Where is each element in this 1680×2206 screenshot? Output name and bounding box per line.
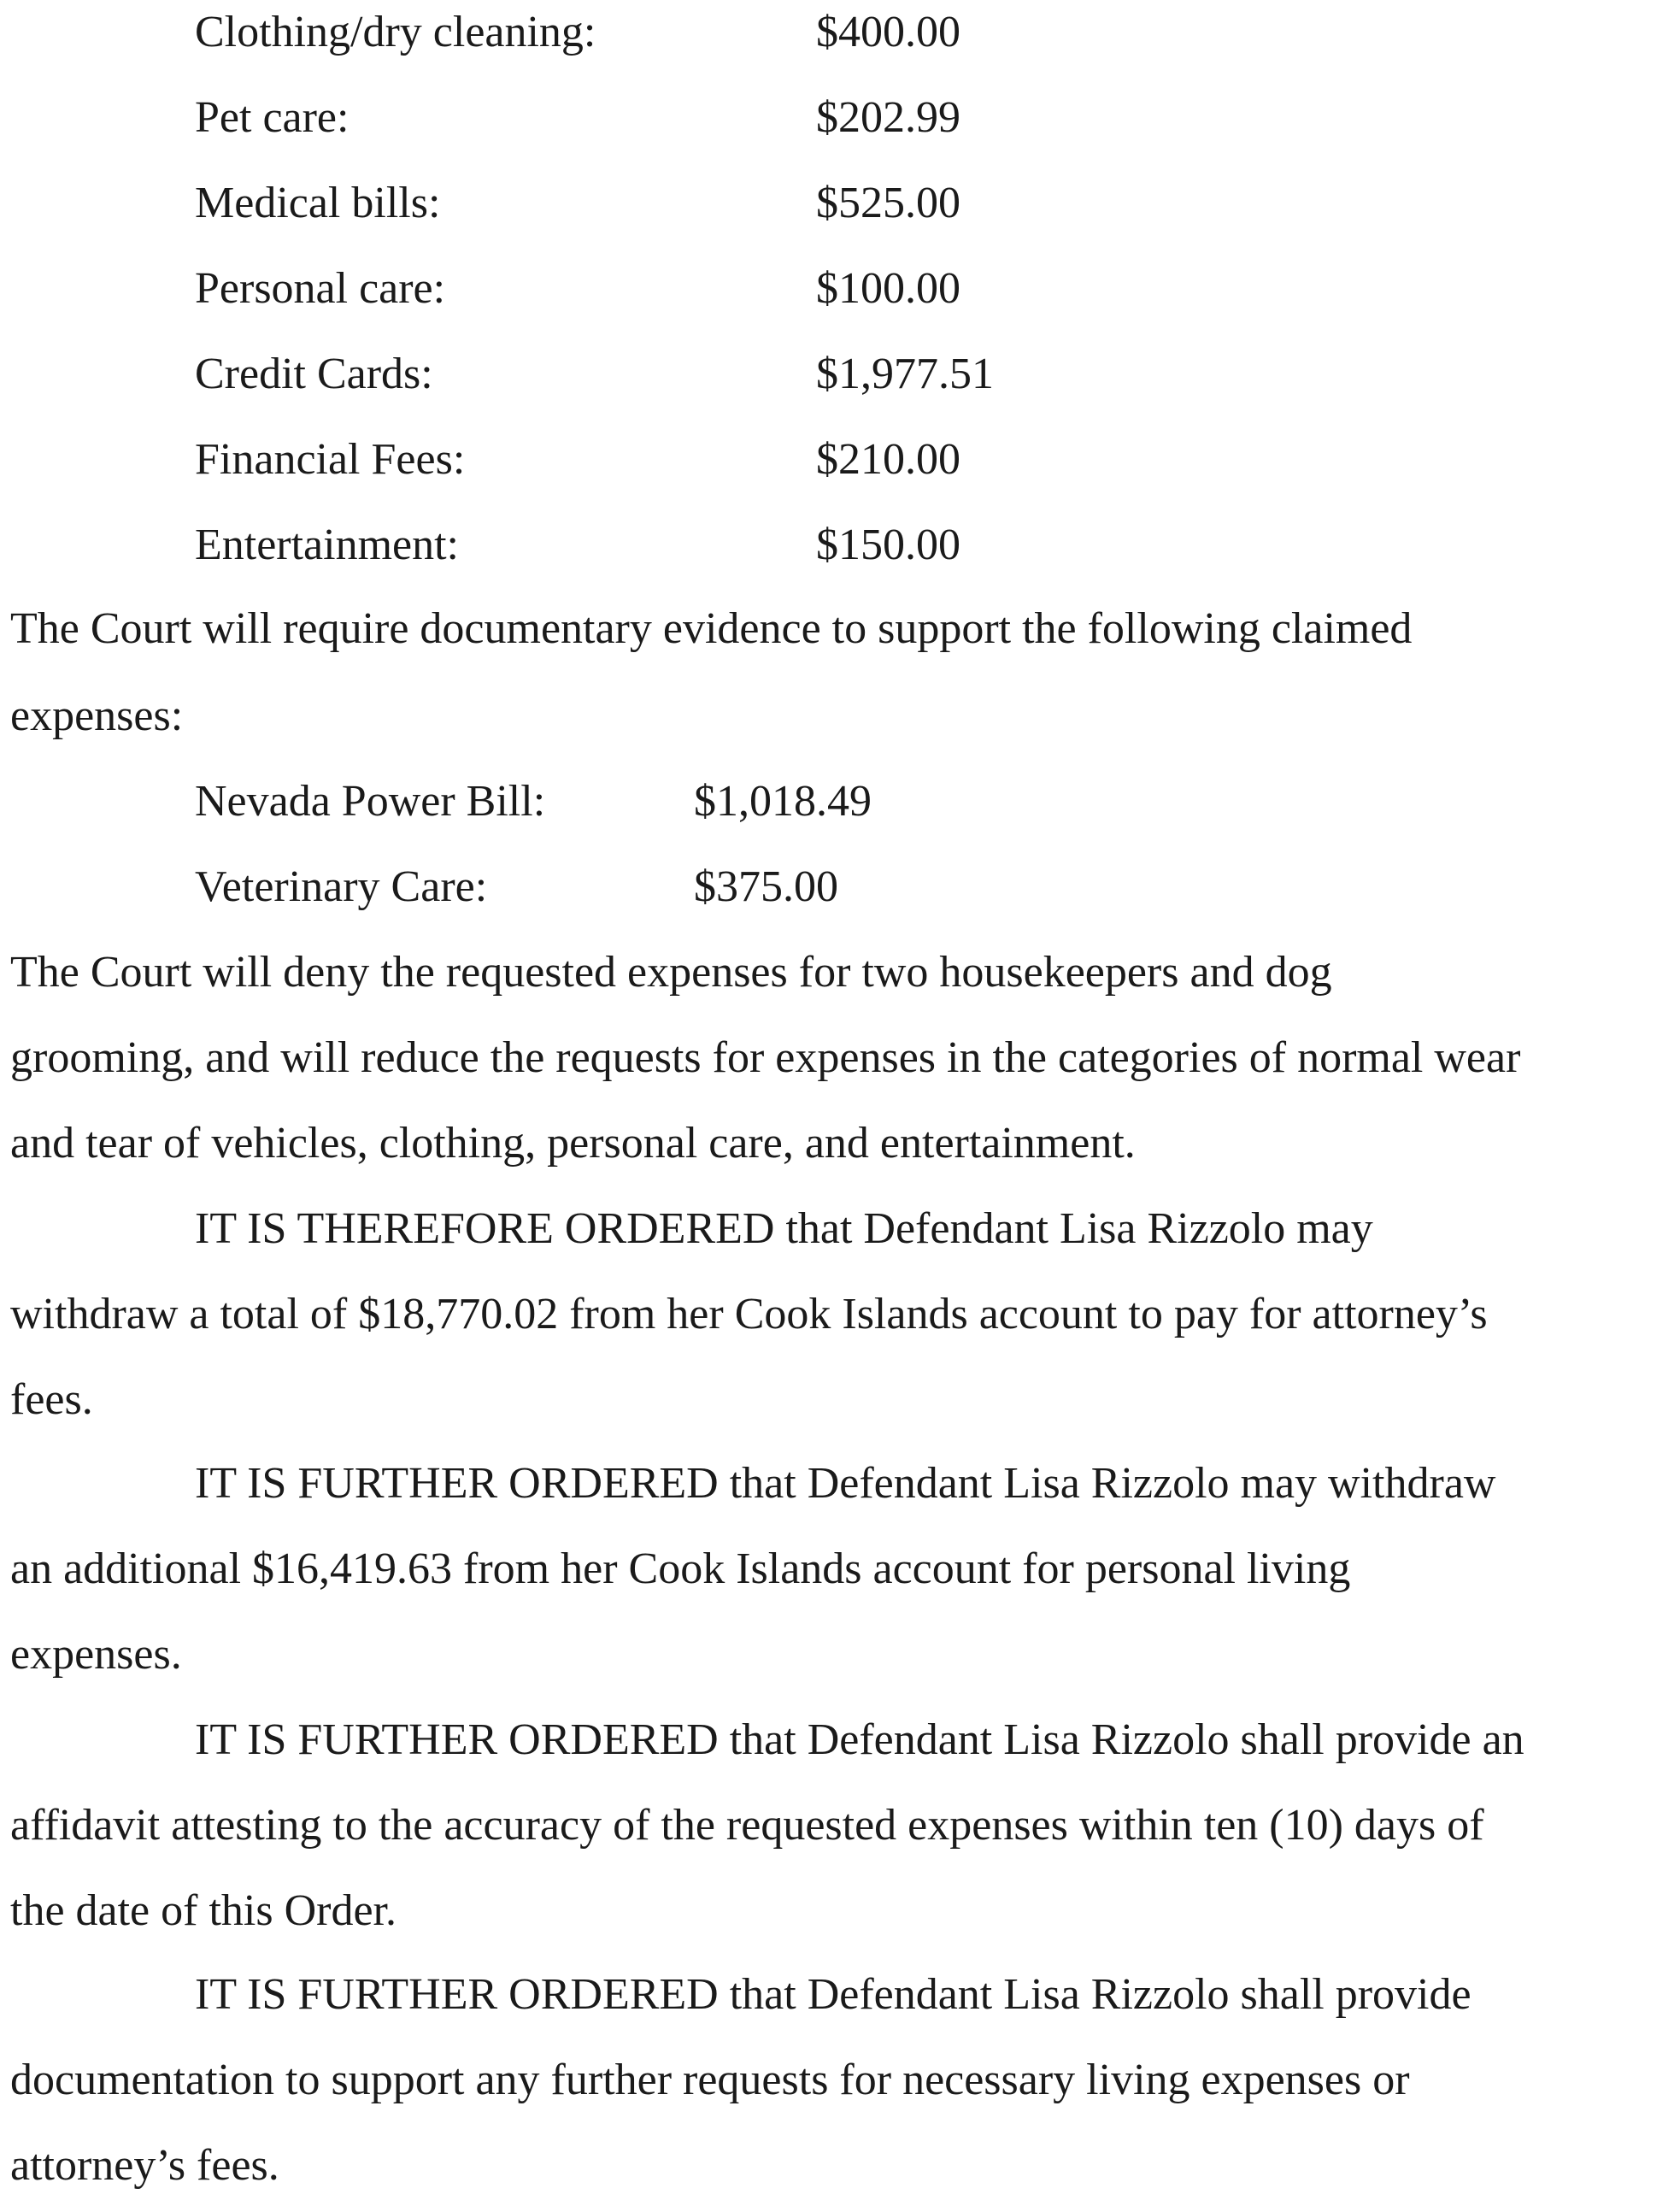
- expense-amount: $150.00: [816, 521, 960, 569]
- expense-label: Pet care:: [195, 93, 350, 142]
- expense-label: Personal care:: [195, 264, 446, 313]
- documentary-expense-label: Nevada Power Bill:: [195, 777, 546, 826]
- expense-amount: $202.99: [816, 93, 960, 142]
- paragraph-line: withdraw a total of $18,770.02 from her Cook Islands account to pay for attorney’s: [10, 1290, 1488, 1338]
- expense-label: Credit Cards:: [195, 350, 433, 398]
- expense-amount: $400.00: [816, 8, 960, 56]
- documentary-expense-label: Veterinary Care:: [195, 862, 488, 911]
- expense-label: Clothing/dry cleaning:: [195, 8, 596, 56]
- expense-label: Entertainment:: [195, 521, 460, 569]
- expense-amount: $525.00: [816, 179, 960, 227]
- paragraph-line: expenses.: [10, 1630, 182, 1679]
- paragraph-line: affidavit attesting to the accuracy of the requested expenses within ten (10) days of: [10, 1801, 1484, 1850]
- paragraph-line: expenses:: [10, 691, 184, 740]
- paragraph-line: The Court will require documentary evidence to support the following claimed: [10, 604, 1413, 653]
- paragraph-line: and tear of vehicles, clothing, personal care, and entertainment.: [10, 1119, 1136, 1168]
- expense-label: Financial Fees:: [195, 435, 466, 484]
- paragraph-line: IT IS THEREFORE ORDERED that Defendant Lisa Rizzolo may: [195, 1204, 1373, 1253]
- paragraph-line: documentation to support any further requests for necessary living expenses or: [10, 2056, 1410, 2104]
- paragraph-line: IT IS FURTHER ORDERED that Defendant Lisa Rizzolo shall provide an: [195, 1715, 1524, 1764]
- expense-label: Medical bills:: [195, 179, 441, 227]
- paragraph-line: The Court will deny the requested expenses for two housekeepers and dog: [10, 948, 1332, 997]
- expense-amount: $210.00: [816, 435, 960, 484]
- paragraph-line: an additional $16,419.63 from her Cook Islands account for personal living: [10, 1544, 1351, 1593]
- paragraph-line: IT IS FURTHER ORDERED that Defendant Lisa Rizzolo shall provide: [195, 1970, 1471, 2019]
- documentary-expense-amount: $1,018.49: [694, 777, 872, 826]
- paragraph-line: the date of this Order.: [10, 1886, 397, 1935]
- paragraph-line: fees.: [10, 1375, 93, 1424]
- documentary-expense-amount: $375.00: [694, 862, 838, 911]
- paragraph-line: attorney’s fees.: [10, 2141, 279, 2190]
- paragraph-line: IT IS FURTHER ORDERED that Defendant Lisa Rizzolo may withdraw: [195, 1459, 1496, 1508]
- expense-amount: $1,977.51: [816, 350, 994, 398]
- expense-amount: $100.00: [816, 264, 960, 313]
- paragraph-line: grooming, and will reduce the requests for expenses in the categories of normal wear: [10, 1033, 1521, 1082]
